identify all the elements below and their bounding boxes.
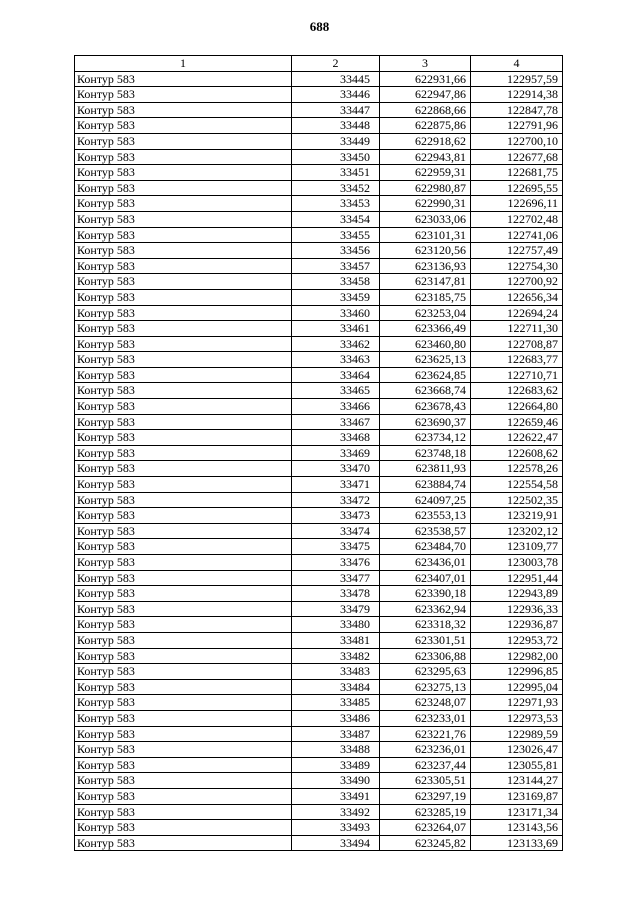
contour-name-cell: Контур 583	[75, 773, 292, 789]
point-number-cell: 33494	[292, 835, 380, 851]
y-coordinate-cell: 122578,26	[471, 461, 563, 477]
x-coordinate-cell: 622990,31	[380, 196, 471, 212]
point-number-cell: 33457	[292, 258, 380, 274]
table-row	[75, 788, 563, 804]
contour-name-cell: Контур 583	[75, 508, 292, 524]
x-coordinate-cell: 623248,07	[380, 695, 471, 711]
y-coordinate-cell: 123143,56	[471, 820, 563, 836]
point-number-cell: 33460	[292, 305, 380, 321]
contour-name-cell: Контур 583	[75, 804, 292, 820]
table-row	[75, 258, 563, 274]
contour-name-cell: Контур 583	[75, 71, 292, 87]
contour-name-cell: Контур 583	[75, 757, 292, 773]
x-coordinate-cell: 622931,66	[380, 71, 471, 87]
contour-name-cell: Контур 583	[75, 820, 292, 836]
contour-name-cell: Контур 583	[75, 695, 292, 711]
y-coordinate-cell: 123055,81	[471, 757, 563, 773]
x-coordinate-cell: 623678,43	[380, 399, 471, 415]
y-coordinate-cell: 123109,77	[471, 539, 563, 555]
point-number-cell: 33482	[292, 648, 380, 664]
x-coordinate-cell: 622943,81	[380, 149, 471, 165]
contour-name-cell: Контур 583	[75, 461, 292, 477]
table-row	[75, 586, 563, 602]
y-coordinate-cell: 122951,44	[471, 570, 563, 586]
y-coordinate-cell: 122973,53	[471, 710, 563, 726]
point-number-cell: 33470	[292, 461, 380, 477]
point-number-cell: 33453	[292, 196, 380, 212]
x-coordinate-cell: 623101,31	[380, 227, 471, 243]
x-coordinate-cell: 622918,62	[380, 133, 471, 149]
x-coordinate-cell: 623366,49	[380, 321, 471, 337]
table-row	[75, 555, 563, 571]
x-coordinate-cell: 623221,76	[380, 726, 471, 742]
y-coordinate-cell: 122943,89	[471, 586, 563, 602]
point-number-cell: 33459	[292, 289, 380, 305]
point-number-cell: 33476	[292, 555, 380, 571]
x-coordinate-cell: 623297,19	[380, 788, 471, 804]
x-coordinate-cell: 623625,13	[380, 352, 471, 368]
table-header-row	[75, 56, 563, 72]
x-coordinate-cell: 623538,57	[380, 523, 471, 539]
point-number-cell: 33451	[292, 165, 380, 181]
contour-name-cell: Контур 583	[75, 289, 292, 305]
contour-name-cell: Контур 583	[75, 742, 292, 758]
y-coordinate-cell: 122754,30	[471, 258, 563, 274]
contour-name-cell: Контур 583	[75, 399, 292, 415]
y-coordinate-cell: 123202,12	[471, 523, 563, 539]
point-number-cell: 33477	[292, 570, 380, 586]
point-number-cell: 33493	[292, 820, 380, 836]
table-row	[75, 445, 563, 461]
x-coordinate-cell: 623301,51	[380, 632, 471, 648]
page-number: 688	[309, 19, 330, 34]
y-coordinate-cell: 123144,27	[471, 773, 563, 789]
x-coordinate-cell: 623318,32	[380, 617, 471, 633]
table-row	[75, 539, 563, 555]
point-number-cell: 33487	[292, 726, 380, 742]
y-coordinate-cell: 122982,00	[471, 648, 563, 664]
contour-name-cell: Контур 583	[75, 632, 292, 648]
table-row	[75, 243, 563, 259]
point-number-cell: 33489	[292, 757, 380, 773]
x-coordinate-cell: 623306,88	[380, 648, 471, 664]
table-row	[75, 742, 563, 758]
point-number-cell: 33480	[292, 617, 380, 633]
table-row	[75, 383, 563, 399]
contour-name-cell: Контур 583	[75, 710, 292, 726]
contour-name-cell: Контур 583	[75, 180, 292, 196]
table-row	[75, 508, 563, 524]
table-row	[75, 289, 563, 305]
contour-name-cell: Контур 583	[75, 648, 292, 664]
y-coordinate-cell: 122683,77	[471, 352, 563, 368]
y-coordinate-cell: 122696,11	[471, 196, 563, 212]
point-number-cell: 33449	[292, 133, 380, 149]
x-coordinate-cell: 623147,81	[380, 274, 471, 290]
point-number-cell: 33485	[292, 695, 380, 711]
point-number-cell: 33469	[292, 445, 380, 461]
table-row	[75, 695, 563, 711]
x-coordinate-cell: 623436,01	[380, 555, 471, 571]
x-coordinate-cell: 623136,93	[380, 258, 471, 274]
table-row	[75, 180, 563, 196]
point-number-cell: 33483	[292, 664, 380, 680]
contour-name-cell: Контур 583	[75, 367, 292, 383]
column-header-2: 2	[292, 56, 380, 72]
table-row	[75, 664, 563, 680]
table-row	[75, 477, 563, 493]
x-coordinate-cell: 623748,18	[380, 445, 471, 461]
contour-name-cell: Контур 583	[75, 835, 292, 851]
table-row	[75, 196, 563, 212]
contour-name-cell: Контур 583	[75, 149, 292, 165]
x-coordinate-cell: 623245,82	[380, 835, 471, 851]
table-row	[75, 570, 563, 586]
point-number-cell: 33455	[292, 227, 380, 243]
point-number-cell: 33474	[292, 523, 380, 539]
y-coordinate-cell: 122681,75	[471, 165, 563, 181]
point-number-cell: 33462	[292, 336, 380, 352]
table-row	[75, 367, 563, 383]
contour-name-cell: Контур 583	[75, 227, 292, 243]
y-coordinate-cell: 122677,68	[471, 149, 563, 165]
y-coordinate-cell: 122847,78	[471, 102, 563, 118]
table-row	[75, 617, 563, 633]
y-coordinate-cell: 123026,47	[471, 742, 563, 758]
table-row	[75, 87, 563, 103]
table-row	[75, 820, 563, 836]
table-row	[75, 679, 563, 695]
y-coordinate-cell: 122936,33	[471, 601, 563, 617]
contour-name-cell: Контур 583	[75, 243, 292, 259]
contour-name-cell: Контур 583	[75, 196, 292, 212]
table-row	[75, 461, 563, 477]
point-number-cell: 33448	[292, 118, 380, 134]
table-row	[75, 149, 563, 165]
x-coordinate-cell: 623264,07	[380, 820, 471, 836]
point-number-cell: 33465	[292, 383, 380, 399]
point-number-cell: 33479	[292, 601, 380, 617]
x-coordinate-cell: 622868,66	[380, 102, 471, 118]
table-body	[75, 71, 563, 851]
contour-name-cell: Контур 583	[75, 211, 292, 227]
x-coordinate-cell: 623236,01	[380, 742, 471, 758]
contour-name-cell: Контур 583	[75, 165, 292, 181]
point-number-cell: 33486	[292, 710, 380, 726]
table-row	[75, 523, 563, 539]
table-row	[75, 757, 563, 773]
table-row	[75, 71, 563, 87]
table-row	[75, 133, 563, 149]
x-coordinate-cell: 622959,31	[380, 165, 471, 181]
x-coordinate-cell: 623811,93	[380, 461, 471, 477]
point-number-cell: 33471	[292, 477, 380, 493]
contour-name-cell: Контур 583	[75, 788, 292, 804]
point-number-cell: 33468	[292, 430, 380, 446]
x-coordinate-cell: 623285,19	[380, 804, 471, 820]
table-row	[75, 399, 563, 415]
contour-name-cell: Контур 583	[75, 555, 292, 571]
y-coordinate-cell: 122995,04	[471, 679, 563, 695]
x-coordinate-cell: 623884,74	[380, 477, 471, 493]
contour-name-cell: Контур 583	[75, 601, 292, 617]
table-row	[75, 835, 563, 851]
coordinates-table	[74, 55, 563, 851]
table-row	[75, 632, 563, 648]
y-coordinate-cell: 122659,46	[471, 414, 563, 430]
x-coordinate-cell: 623460,80	[380, 336, 471, 352]
point-number-cell: 33458	[292, 274, 380, 290]
contour-name-cell: Контур 583	[75, 445, 292, 461]
contour-name-cell: Контур 583	[75, 87, 292, 103]
contour-name-cell: Контур 583	[75, 492, 292, 508]
x-coordinate-cell: 622947,86	[380, 87, 471, 103]
contour-name-cell: Контур 583	[75, 133, 292, 149]
y-coordinate-cell: 122554,58	[471, 477, 563, 493]
y-coordinate-cell: 122741,06	[471, 227, 563, 243]
y-coordinate-cell: 122757,49	[471, 243, 563, 259]
table-row	[75, 414, 563, 430]
point-number-cell: 33466	[292, 399, 380, 415]
table-row	[75, 804, 563, 820]
y-coordinate-cell: 123171,34	[471, 804, 563, 820]
table-row	[75, 165, 563, 181]
column-header-1: 1	[75, 56, 292, 72]
y-coordinate-cell: 122683,62	[471, 383, 563, 399]
y-coordinate-cell: 123219,91	[471, 508, 563, 524]
table-row	[75, 352, 563, 368]
y-coordinate-cell: 122971,93	[471, 695, 563, 711]
y-coordinate-cell: 122502,35	[471, 492, 563, 508]
x-coordinate-cell: 623362,94	[380, 601, 471, 617]
y-coordinate-cell: 123133,69	[471, 835, 563, 851]
y-coordinate-cell: 122914,38	[471, 87, 563, 103]
y-coordinate-cell: 122708,87	[471, 336, 563, 352]
point-number-cell: 33461	[292, 321, 380, 337]
table-row	[75, 321, 563, 337]
y-coordinate-cell: 122608,62	[471, 445, 563, 461]
contour-name-cell: Контур 583	[75, 414, 292, 430]
y-coordinate-cell: 122702,48	[471, 211, 563, 227]
table-row	[75, 601, 563, 617]
contour-name-cell: Контур 583	[75, 258, 292, 274]
point-number-cell: 33445	[292, 71, 380, 87]
y-coordinate-cell: 122694,24	[471, 305, 563, 321]
contour-name-cell: Контур 583	[75, 477, 292, 493]
x-coordinate-cell: 622980,87	[380, 180, 471, 196]
y-coordinate-cell: 122656,34	[471, 289, 563, 305]
x-coordinate-cell: 623185,75	[380, 289, 471, 305]
contour-name-cell: Контур 583	[75, 305, 292, 321]
point-number-cell: 33484	[292, 679, 380, 695]
point-number-cell: 33492	[292, 804, 380, 820]
contour-name-cell: Контур 583	[75, 679, 292, 695]
contour-name-cell: Контур 583	[75, 617, 292, 633]
x-coordinate-cell: 623553,13	[380, 508, 471, 524]
point-number-cell: 33454	[292, 211, 380, 227]
y-coordinate-cell: 122700,10	[471, 133, 563, 149]
point-number-cell: 33475	[292, 539, 380, 555]
y-coordinate-cell: 122622,47	[471, 430, 563, 446]
y-coordinate-cell: 122700,92	[471, 274, 563, 290]
x-coordinate-cell: 623120,56	[380, 243, 471, 259]
contour-name-cell: Контур 583	[75, 539, 292, 555]
point-number-cell: 33450	[292, 149, 380, 165]
point-number-cell: 33467	[292, 414, 380, 430]
table-row	[75, 710, 563, 726]
y-coordinate-cell: 123169,87	[471, 788, 563, 804]
point-number-cell: 33447	[292, 102, 380, 118]
x-coordinate-cell: 623295,63	[380, 664, 471, 680]
contour-name-cell: Контур 583	[75, 118, 292, 134]
point-number-cell: 33452	[292, 180, 380, 196]
x-coordinate-cell: 623407,01	[380, 570, 471, 586]
x-coordinate-cell: 623305,51	[380, 773, 471, 789]
table-row	[75, 773, 563, 789]
contour-name-cell: Контур 583	[75, 664, 292, 680]
contour-name-cell: Контур 583	[75, 274, 292, 290]
column-header-3: 3	[380, 56, 471, 72]
table-row	[75, 118, 563, 134]
contour-name-cell: Контур 583	[75, 336, 292, 352]
x-coordinate-cell: 623690,37	[380, 414, 471, 430]
table-row	[75, 492, 563, 508]
table-row	[75, 274, 563, 290]
table-row	[75, 726, 563, 742]
y-coordinate-cell: 122953,72	[471, 632, 563, 648]
y-coordinate-cell: 122710,71	[471, 367, 563, 383]
x-coordinate-cell: 623237,44	[380, 757, 471, 773]
x-coordinate-cell: 623033,06	[380, 211, 471, 227]
contour-name-cell: Контур 583	[75, 523, 292, 539]
y-coordinate-cell: 122936,87	[471, 617, 563, 633]
point-number-cell: 33446	[292, 87, 380, 103]
point-number-cell: 33456	[292, 243, 380, 259]
y-coordinate-cell: 122996,85	[471, 664, 563, 680]
point-number-cell: 33488	[292, 742, 380, 758]
table-row	[75, 305, 563, 321]
table-row	[75, 227, 563, 243]
x-coordinate-cell: 623253,04	[380, 305, 471, 321]
table-row	[75, 102, 563, 118]
point-number-cell: 33491	[292, 788, 380, 804]
x-coordinate-cell: 623390,18	[380, 586, 471, 602]
y-coordinate-cell: 122791,96	[471, 118, 563, 134]
point-number-cell: 33478	[292, 586, 380, 602]
y-coordinate-cell: 122989,59	[471, 726, 563, 742]
x-coordinate-cell: 623233,01	[380, 710, 471, 726]
x-coordinate-cell: 623624,85	[380, 367, 471, 383]
contour-name-cell: Контур 583	[75, 726, 292, 742]
column-header-4: 4	[471, 56, 563, 72]
x-coordinate-cell: 623484,70	[380, 539, 471, 555]
table-row	[75, 430, 563, 446]
y-coordinate-cell: 122711,30	[471, 321, 563, 337]
contour-name-cell: Контур 583	[75, 352, 292, 368]
contour-name-cell: Контур 583	[75, 383, 292, 399]
point-number-cell: 33473	[292, 508, 380, 524]
x-coordinate-cell: 623668,74	[380, 383, 471, 399]
table-row	[75, 648, 563, 664]
x-coordinate-cell: 624097,25	[380, 492, 471, 508]
contour-name-cell: Контур 583	[75, 102, 292, 118]
contour-name-cell: Контур 583	[75, 430, 292, 446]
y-coordinate-cell: 123003,78	[471, 555, 563, 571]
point-number-cell: 33481	[292, 632, 380, 648]
contour-name-cell: Контур 583	[75, 570, 292, 586]
x-coordinate-cell: 622875,86	[380, 118, 471, 134]
x-coordinate-cell: 623275,13	[380, 679, 471, 695]
contour-name-cell: Контур 583	[75, 321, 292, 337]
x-coordinate-cell: 623734,12	[380, 430, 471, 446]
point-number-cell: 33464	[292, 367, 380, 383]
y-coordinate-cell: 122695,55	[471, 180, 563, 196]
table-row	[75, 211, 563, 227]
point-number-cell: 33472	[292, 492, 380, 508]
point-number-cell: 33490	[292, 773, 380, 789]
y-coordinate-cell: 122957,59	[471, 71, 563, 87]
point-number-cell: 33463	[292, 352, 380, 368]
contour-name-cell: Контур 583	[75, 586, 292, 602]
y-coordinate-cell: 122664,80	[471, 399, 563, 415]
table-row	[75, 336, 563, 352]
